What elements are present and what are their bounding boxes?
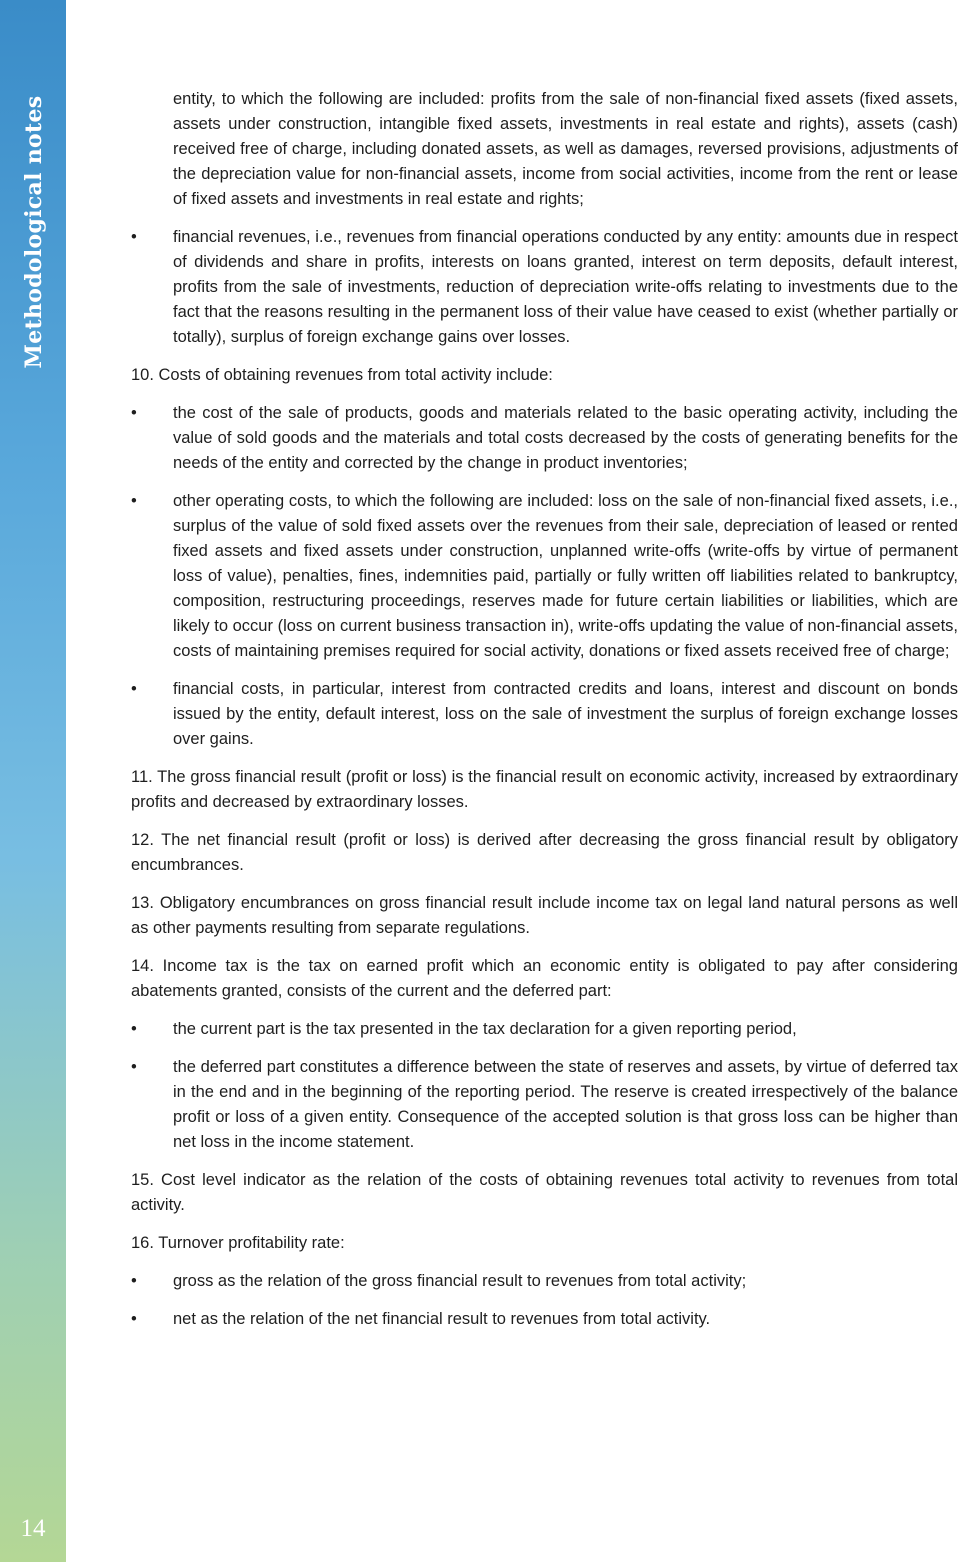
bullet-text: financial revenues, i.e., revenues from financial operations conducted by any entity: amounts due in respect of dividends and share in profits, interests on loans granted, interest on term deposits, default interest, profits from the sale of investments, reduction of depreciation write-offs relating to investments due to the fact that the reasons resulting in the permanent loss of their value have ceased to exist (whether partially or totally), surplus of foreign exchange gains over losses. <box>173 228 958 346</box>
item-11: 11. The gross financial result (profit or loss) is the financial result on economic activity, increased by extraordinary profits and decreased by extraordinary losses. <box>131 768 958 811</box>
bullet-text: financial costs, in particular, interest from contracted credits and loans, interest and discount on bonds issued by the entity, default interest, loss on the sale of investment the surplus of foreign exchange losses over gains. <box>173 680 958 748</box>
bullet-text: the current part is the tax presented in the tax declaration for a given reporting period, <box>173 1020 797 1038</box>
bullet-icon: • <box>131 228 137 246</box>
bullet-text: the cost of the sale of products, goods and materials related to the basic operating activity, including the value of sold goods and the materials and total costs decreased by the costs of generating benefits for the needs of the entity and corrected by the change in product inventories; <box>173 404 958 472</box>
item-13: 13. Obligatory encumbrances on gross financial result include income tax on legal land natural persons as well as other payments resulting from separate regulations. <box>131 894 958 937</box>
bullet-text: net as the relation of the net financial result to revenues from total activity. <box>173 1310 711 1328</box>
bullet-icon: • <box>131 492 137 510</box>
bullet-item <box>131 1017 958 1042</box>
bullet-icon: • <box>131 680 137 698</box>
item-10: 10. Costs of obtaining revenues from total activity include: <box>131 366 553 384</box>
sidebar-band <box>0 0 66 1562</box>
bullet-item <box>131 677 958 752</box>
main-content <box>131 87 958 1345</box>
bullet-icon: • <box>131 1272 137 1290</box>
continuation-paragraph: entity, to which the following are included: profits from the sale of non-financial fixed assets (fixed assets, assets under construction, intangible fixed assets, investments in real estate and rights), assets (cash) received free of charge, including donated assets, as well as damages, reversed provisions, adjustments of the depreciation value for non-financial assets, income from social activities, income from the rent or lease of fixed assets and investments in real estate and rights; <box>173 90 958 208</box>
bullet-text: gross as the relation of the gross financial result to revenues from total activity; <box>173 1272 747 1290</box>
bullet-item <box>131 489 958 664</box>
bullet-text: the deferred part constitutes a difference between the state of reserves and assets, by virtue of deferred tax in the end and in the beginning of the reporting period. The reserve is created irrespectively of the balance profit or loss of a given entity. Consequence of the accepted solution is that gross loss can be higher than net loss in the income statement. <box>173 1058 958 1151</box>
bullet-text: other operating costs, to which the following are included: loss on the sale of non-financial fixed assets, i.e., surplus of the value of sold fixed assets over the revenues from their sale, depreciation of leased or rented fixed assets and fixed assets under construction, unplanned write-offs (write-offs by virtue of permanent loss of value), penalties, fines, indemnities paid, partially or fully written off liabilities related to bankruptcy, composition, restructuring proceedings, reserves made for future certain liabilities or liabilities, which are likely to occur (loss on current business transaction in), write-offs updating the value of non-financial assets, costs of maintaining premises required for social activity, donations or fixed assets received free of charge; <box>173 492 958 660</box>
bullet-icon: • <box>131 1058 137 1076</box>
bullet-icon: • <box>131 404 137 422</box>
bullet-item <box>131 1055 958 1155</box>
bullet-item <box>131 1307 958 1332</box>
bullet-item <box>131 225 958 350</box>
item-14: 14. Income tax is the tax on earned profit which an economic entity is obligated to pay after considering abatements granted, consists of the current and the deferred part: <box>131 957 958 1000</box>
item-12: 12. The net financial result (profit or loss) is derived after decreasing the gross financial result by obligatory encumbrances. <box>131 831 958 874</box>
item-15: 15. Cost level indicator as the relation of the costs of obtaining revenues total activity to revenues from total activity. <box>131 1171 958 1214</box>
page-number: 14 <box>20 1515 46 1542</box>
item-16: 16. Turnover profitability rate: <box>131 1234 345 1252</box>
bullet-icon: • <box>131 1310 137 1328</box>
bullet-item <box>131 401 958 476</box>
bullet-item <box>131 1269 958 1294</box>
section-title: Methodological notes <box>21 95 47 369</box>
bullet-icon: • <box>131 1020 137 1038</box>
